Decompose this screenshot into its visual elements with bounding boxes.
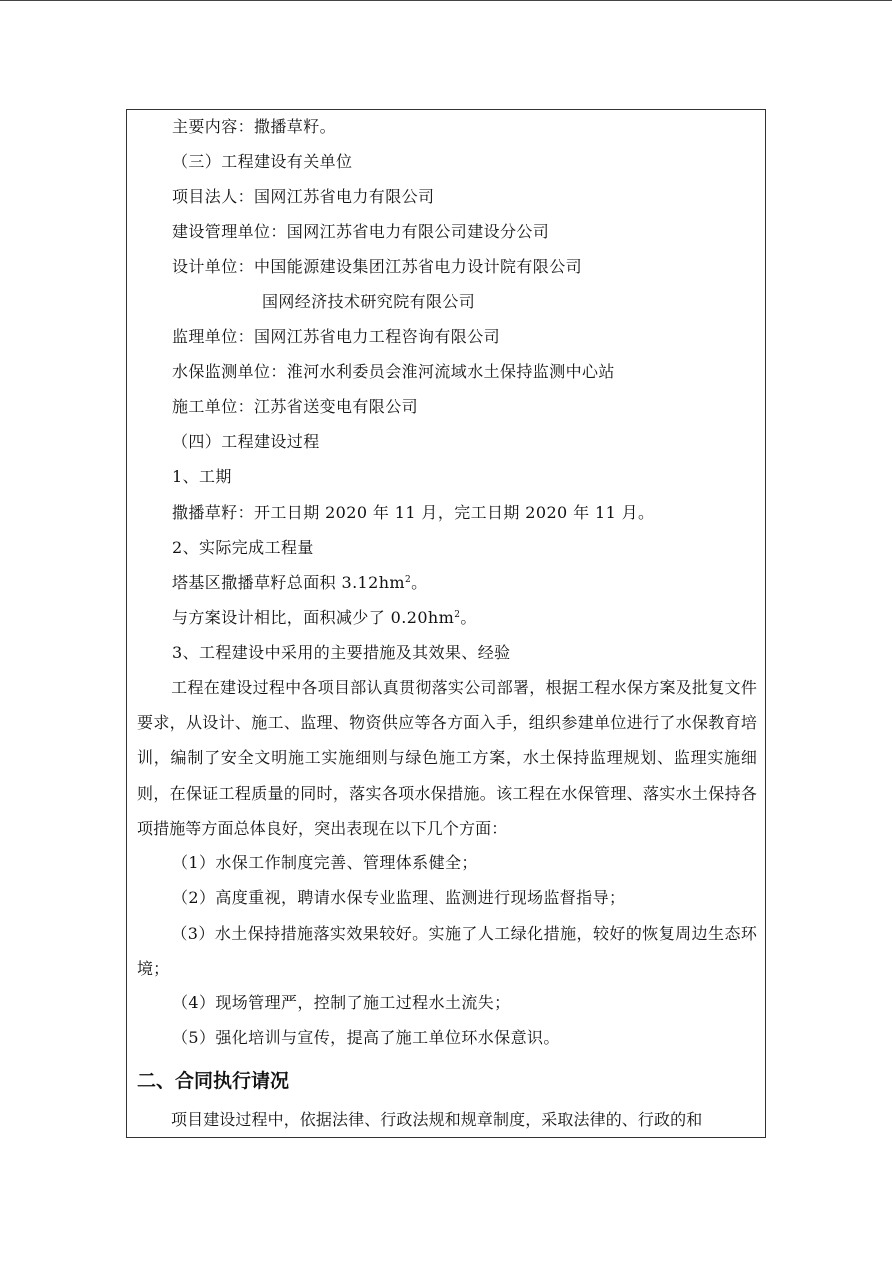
measure-item-3-text: （3）水土保持措施落实效果较好。实施了人工绿化措施，较好的恢复周边生态环境； (137, 924, 757, 979)
area-comparison-text: 与方案设计相比，面积减少了 0.20hm (172, 608, 455, 627)
section-2-heading: 二、合同执行请况 (137, 1070, 290, 1092)
monitoring-unit-line: 水保监测单位：淮河水利委员会淮河流域水土保持监测中心站 (172, 362, 615, 381)
total-area-text: 塔基区撒播草籽总面积 3.12hm (172, 573, 405, 592)
construction-unit-line: 施工单位：江苏省送变电有限公司 (172, 397, 419, 416)
measure-item-2: （2）高度重视，聘请水保专业监理、监测进行现场监督指导； (172, 888, 626, 907)
contract-paragraph (137, 1102, 757, 1137)
project-legal-entity-line: 项目法人：国网江苏省电力有限公司 (172, 187, 435, 206)
contract-paragraph-text: 项目建设过程中，依据法律、行政法规和规章制度，采取法律的、行政的和 (171, 1110, 703, 1129)
schedule-line: 撒播草籽：开工日期 2020 年 11 月，完工日期 2020 年 11 月。 (172, 503, 655, 522)
construction-management-line: 建设管理单位：国网江苏省电力有限公司建设分公司 (172, 222, 550, 241)
item-1-heading: 1、工期 (172, 467, 232, 486)
item-2-heading: 2、实际完成工程量 (172, 538, 314, 557)
subsection-3-heading: （三）工程建设有关单位 (172, 152, 353, 171)
area-comparison-line (172, 608, 477, 628)
main-content-line: 主要内容：撒播草籽。 (172, 117, 337, 136)
period: 。 (411, 573, 428, 592)
measures-paragraph (137, 670, 757, 846)
design-unit-line-2: 国网经济技术研究院有限公司 (262, 292, 476, 311)
supervision-unit-line: 监理单位：国网江苏省电力工程咨询有限公司 (172, 327, 501, 346)
total-area-line (172, 573, 428, 593)
measure-item-3-paragraph (137, 916, 757, 986)
page-top-rule (0, 0, 892, 1)
measure-item-1: （1）水保工作制度完善、管理体系健全； (172, 853, 478, 872)
design-unit-line: 设计单位：中国能源建设集团江苏省电力设计院有限公司 (172, 257, 583, 276)
measures-paragraph-text: 工程在建设过程中各项目部认真贯彻落实公司部署，根据工程水保方案及批复文件要求，从设计、施工、监理、物资供应等各方面入手，组织参建单位进行了水保教育培训，编制了安全文明施工实施细则与绿色施工方案，水土保持监理规划、监理实施细则，在保证工程质量的同时，落实各项水保措施。该工程在水保管理、落实水土保持各项措施等方面总体良好，突出表现在以下几个方面： (137, 678, 757, 838)
superscript-2: 2 (454, 610, 461, 620)
item-3-heading: 3、工程建设中采用的主要措施及其效果、经验 (172, 643, 511, 662)
measure-item-5: （5）强化培训与宣传，提高了施工单位环水保意识。 (172, 1028, 560, 1047)
subsection-4-heading: （四）工程建设过程 (172, 432, 320, 451)
superscript-2: 2 (405, 575, 412, 585)
period: 。 (460, 608, 477, 627)
measure-item-4: （4）现场管理严，控制了施工过程水土流失； (172, 993, 511, 1012)
